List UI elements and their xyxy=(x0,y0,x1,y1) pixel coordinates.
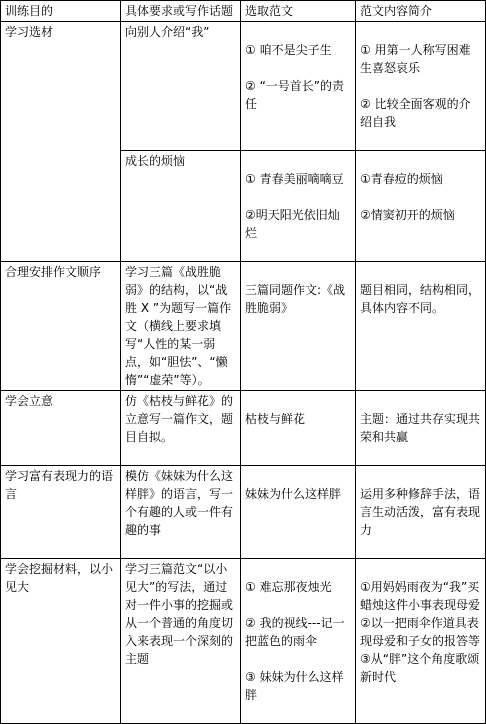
cell-requirement: 向别人介绍“我” xyxy=(121,22,241,151)
sample-item: ②明天阳光依旧灿烂 xyxy=(245,208,340,240)
summary-item: ②情窦初开的烦恼 xyxy=(360,208,455,222)
summary-item: ① 用第一人称写困难生喜怒哀乐 xyxy=(360,43,471,75)
cell-samples xyxy=(241,391,356,466)
cell-samples xyxy=(241,466,356,559)
table-row xyxy=(1,466,486,559)
table-row xyxy=(1,559,486,724)
cell-requirement: 学习三篇《战胜脆弱》的结构，以“战胜 X ”为题写一篇作文（横线上要求填写“人性的某一弱点，如“胆怯”、“懒惰”“虚荣”等）。 xyxy=(121,262,241,391)
cell-purpose: 学习选材 xyxy=(1,22,121,262)
header-samples: 选取范文 xyxy=(241,1,356,22)
header-row xyxy=(1,1,486,22)
cell-purpose: 合理安排作文顺序 xyxy=(1,262,121,391)
summary-item: ①青春痘的烦恼 xyxy=(360,172,443,186)
cell-samples xyxy=(241,262,356,391)
header-requirement: 具体要求或写作话题 xyxy=(121,1,241,22)
sample-item: 三篇同题作文:《战胜脆弱》 xyxy=(245,283,346,315)
table-row xyxy=(1,391,486,466)
cell-samples xyxy=(241,559,356,724)
header-summary: 范文内容简介 xyxy=(356,1,486,22)
summary-item: 运用多种修辞手法，语言生动活泼，富有表现力 xyxy=(360,487,481,537)
sample-item: ① 青春美丽嘀嘀豆 xyxy=(245,172,344,186)
cell-summary xyxy=(356,262,486,391)
cell-purpose: 学会挖掘材料，以小见大 xyxy=(1,559,121,724)
cell-purpose: 学习富有表现力的语言 xyxy=(1,466,121,559)
cell-requirement: 学习三篇范文“以小见大”的写法，通过对一件小事的挖掘或从一个普通的角度切入来表现一个深刻的主题 xyxy=(121,559,241,724)
cell-summary xyxy=(356,151,486,262)
cell-summary xyxy=(356,22,486,151)
cell-requirement: 成长的烦恼 xyxy=(121,151,241,262)
cell-summary xyxy=(356,559,486,724)
cell-requirement: 模仿《妹妹为什么这样胖》的语言，写一个有趣的人或一件有趣的事 xyxy=(121,466,241,559)
cell-summary xyxy=(356,466,486,559)
cell-samples xyxy=(241,151,356,262)
sample-item: ① 咱不是尖子生 xyxy=(245,43,332,57)
summary-item: ② 比较全面客观的介绍自我 xyxy=(360,97,471,129)
sample-item: 妹妹为什么这样胖 xyxy=(245,487,342,501)
summary-item: 题目相同，结构相同，具体内容不同。 xyxy=(360,283,481,315)
cell-summary xyxy=(356,391,486,466)
sample-item: ① 难忘那夜烛光 xyxy=(245,580,332,594)
cell-purpose: 学会立意 xyxy=(1,391,121,466)
summary-item: 主题：通过共存实现共荣和共赢 xyxy=(360,412,481,444)
sample-item: ③ 妹妹为什么这样胖 xyxy=(245,670,344,702)
table-row xyxy=(1,262,486,391)
sample-item: 枯枝与鲜花 xyxy=(245,412,306,426)
table-row xyxy=(1,22,486,151)
summary-item: ①用妈妈雨夜为“我”买蜡烛这件小事表现母爱②以一把雨伞作道具表现母爱和子女的报答等③从“胖”这个角度歌颂新时代 xyxy=(360,580,481,684)
sample-item: ② 我的视线---记一把蓝色的雨伞 xyxy=(245,616,345,648)
cell-samples xyxy=(241,22,356,151)
sample-item: ② “一号首长”的责任 xyxy=(245,79,345,111)
header-purpose: 训练目的 xyxy=(1,1,121,22)
cell-requirement: 仿《枯枝与鲜花》的立意写一篇作文，题目自拟。 xyxy=(121,391,241,466)
